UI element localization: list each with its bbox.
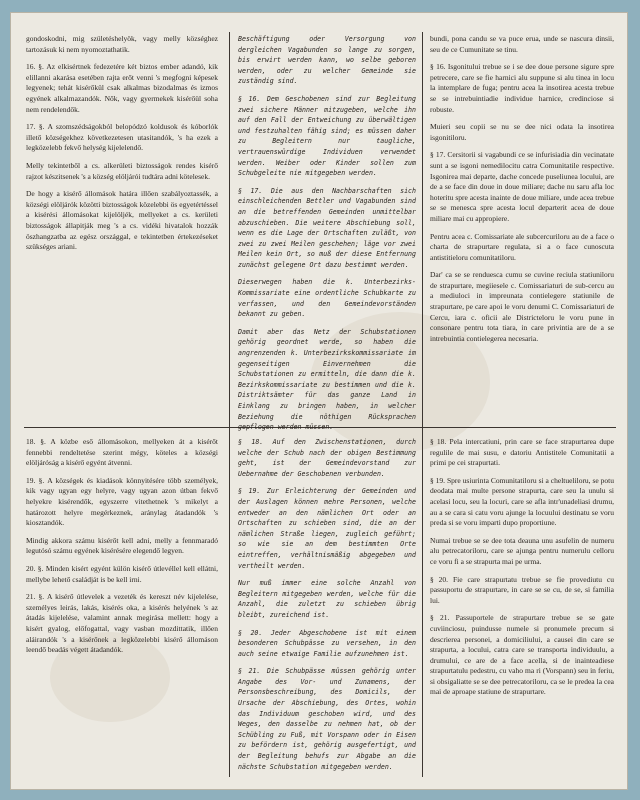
paragraph: De hogy a kisérő állomások határa illően szabályoztassék, a községi elöljárók közötti biztosságok közelebbi ös egyetértéssel a kisérési állomásokat kijelöljék, mellyeket a cs. kerületi biztosságok állapitják meg 's a cs. vidéki hivatalok hozzák öszhangzatba az egész országgal, e tekintetben értekezéseket szükséges ariani. — [26, 189, 218, 252]
paragraph: 18. §. A közbe eső állomásokon, mellyeken át a kisérőt fennebbi rendeltetése szerint mégy, köteles a községi elöljáróság a kisérő egyént átvenni. — [26, 437, 218, 468]
column-divider — [229, 32, 230, 777]
paragraph: 21. §. A kisérő útlevelek a vezeték és kereszt név kijelelése, személyes leirás, lakás, kisérés oka, a kisérés helyének 's az átadás kijelelése, valamint annak megirása mellett: hogy a kisért gyalog, előfogattal, vagy vasban mozdittatik, illően aláirandók 's a kisérőnek a legközelebbi kisérő állomáson leendő beadás végett átadandók. — [26, 592, 218, 655]
paragraph: § 21. Die Schubpässe müssen gehörig unter Angabe des Vor- und Zunamens, der Personsbeschreibung, des Domicils, der Ursache der Abschiebung, des Ortes, wohin das Individuum geschoben wird, und des Weges, den dasselbe zu nehmen hat, ob der Schübling zu Fuß, mit Vorspann oder in Eisen zu befördern ist, gehörig ausgefertigt, und der Begleitung behufs zur Abgabe an die nächste Schubstation mitgegeben werden. — [238, 667, 416, 771]
column-divider — [422, 32, 423, 777]
paragraph: § 18. Auf den Zwischenstationen, durch welche der Schub nach der obigen Bestimmung geht, ist der Gemeindevorstand zur Uebernahme der Geschobenen verbunden. — [238, 438, 416, 478]
paragraph: § 21. Passuportele de strapurtare trebue se se gate cuviinciosu, puindusse numele si pronumele precum si descrierea personei, a domiciliului, a causei din care se strapurta, a locului, catra care se transporta individuulu, a drumului, ce are de a face acella, si de inainteadiese strapurtatulu pedestru, cu vaho ma ri (Vorspann) seu in feriu, si obsigaliatte se se dee petrecatoriloru, ca se le predea la cea mai de aproape statiune de strapurtare. — [430, 613, 614, 697]
paragraph: 17. §. A szomszédságokból belopódzó koldusok és kóborlók illető községekhez következetesen utasitandók, 's ha ezek a legközelebb fekvő helység kijelelendő. — [26, 122, 218, 153]
paragraph: § 20. Fie care strapurtatu trebue se fie provediutu cu passuportu de strapurtare, in care se se cu, de se, si familia lui. — [430, 574, 614, 605]
paragraph: § 17. Die aus den Nachbarschaften sich einschleichenden Bettler und Vagabunden sind an die betreffenden Gemeinden unmittelbar abzuschieben. Die weitere Abschiebung soll, wenn es die Lage der Ortschaften zuläßt, von zwei zu zwei Meilen geschehen; läge vor zwei Meilen kein Ort, so muß der diese Entfernung zunächst gelegene Ort dazu bestimmt werden. — [238, 186, 416, 269]
hungarian-column-top — [26, 34, 218, 260]
paragraph: § 18. Pela intercatiuni, prin care se face strapurtarea dupe regulile de mai susu, e datoriu Antistitele Comunitatii a primi pe cei strapurtati. — [430, 437, 614, 468]
romanian-column-bottom — [430, 437, 614, 705]
paragraph: Muieri seu copii se nu se dee nici odata la insotirea isgonitiloru. — [430, 122, 614, 142]
paragraph: § 19. Spre usiurinta Comunitatiloru si a cheltueliloru, se potu deodata mai multe persone strapurta, care seu la unulu si acelasi locu, seu la locuri, care se afla intr'unadeliasi drumu, au a se cara si catu voru ajunge la locuului destinatu se voru preda si se voru imparti dupo proportiune. — [430, 475, 614, 528]
paragraph: Beschäftigung oder Versorgung von dergleichen Vagabunden so lange zu sorgen, bis erwirt werden kann, wo selbe geboren werden, oder zu welcher Gemeinde sie zuständig sind. — [238, 35, 416, 86]
paragraph: Mindig akkora számu kisérőt kell adni, melly a fennmaradó legutósó számu egyének kisérésére elegendő legyen. — [26, 535, 218, 556]
paragraph: Melly tekintetből a cs. alkerületi biztosságok rendes kisérő rajzot készitsenek 's a község elöljárói tudtára adni kötelesek. — [26, 160, 218, 181]
paragraph: Dieserwegen haben die k. Unterbezirks-Kommissariate eine ordentliche Schubkarte zu verfassen, und den Gemeindevorständen bekannt zu geben. — [238, 278, 416, 319]
romanian-column-top — [430, 34, 614, 351]
paragraph: 19. §. A községek és kiadások könnyitésére több személyek, kik vagy ugyan egy helyre, vagy ugyan azon útban fekvő helyekre kisérendők, egyszerre vitethetnek 's mikelyt a határozott helyre megérkeznek, aránylag átadandók 's kiosztandók. — [26, 475, 218, 528]
paragraph: bundi, pona candu se va puce erua, unde se nascura dinsii, seu de ce Cumunitate se tinu. — [430, 34, 614, 54]
paragraph: § 19. Zur Erleichterung der Gemeinden und der Auslagen können mehre Personen, welche entweder an den nämlichen Ort oder an Ortschaften zu schieben sind, die an der nämlichen Straße liegen, zugleich geführt; so wie sie an dem bestimmten Orte eintreffen, verhältnismäßig abgegeben und vertheilt werden. — [238, 487, 416, 570]
document-page — [10, 12, 628, 790]
paragraph: § 20. Jeder Abgeschobene ist mit einem besonderen Schubpässe zu versehen, in den auch seine etwaige Familie aufzunehmen ist. — [238, 628, 416, 658]
german-column-bottom — [238, 437, 416, 779]
german-column-top — [238, 34, 416, 440]
paragraph: gondoskodni, mig születéshelyök, vagy melly községhez tartozásuk ki nem nyomoztathatik. — [26, 34, 218, 54]
hungarian-column-bottom — [26, 437, 218, 663]
paragraph: Dar' ca se se renduesca cumu se cuvine reciula statiuniloru de strapurtare, megiiesele c. Comissariaturi de sub-cercu au a mediuloci in impreunata contielegere statiunile de strapurtare, pe care apoi le voru denumi C. Comissariaturi de Cercu, iara c. oficii ale Districteloru le voru pune in consonare pentru tota tiara, in care privintia are de a se intrebuintia contielegerea necesaria. — [430, 270, 614, 343]
paragraph: 20. §. Minden kisért egyént külön kisérő útlevéllel kell ellátni, mellybe lehető családját is be kell irni. — [26, 563, 218, 584]
paragraph: Pentru acea c. Comissariate ale subcercuriloru au de a face o charta de strapurtare regulata, si a o face cunoscuta antistitieloru comunitatiloru. — [430, 231, 614, 262]
paragraph: § 16. Dem Geschobenen sind zur Begleitung zwei sichere Männer mitzugeben, welche ihn auf den Fall der Entweichung zu überwältigen und festzuhalten fähig sind; es müssen daher zu Begleitern nur taugliche, vertrauenswürdige Individuen verwendet werden. Weiber oder Kinder sollen zum Schubgeleite nie mitgegeben werden. — [238, 94, 416, 178]
paragraph: § 16. Isgonitului trebue se i se dee doue persone sigure spre petrecere, care se fie harnici alu suppune si alu tinea in locu la intemplare de fuga; pentru acea la insotirea acesta trebue se se intrebuintiadie individue harnice, credinciose si robuste. — [430, 62, 614, 114]
paragraph: Numai trebue se se dee tota deauna unu asufelin de numeru alu petrecatoriloru, care se ajunga pentru numerulu celloru ce voru fi a se strapurta mai pe urma. — [430, 535, 614, 566]
paragraph: Damit aber das Netz der Schubstationen gehörig geordnet werde, so haben die angrenzenden k. Unterbezirkskommissariate im gegenseitigen Einvernehmen die Schubstationen zu ermitteln, die dann die k. Bezirkskommissariate zu bestimmen und die k. Distriktsämter für das ganze Land in Einklang zu bringen haben, in welcher Beziehung die nöthigen Rücksprachen gepflogen werden müssen. — [238, 327, 416, 432]
paragraph: Nur muß immer eine solche Anzahl von Begleitern mitgegeben werden, welche für die Anzahl, die zuletzt zu schieben übrig bleibt, zureichend ist. — [238, 579, 416, 619]
paragraph: 16. §. Az elkisértnek fedezetére két biztos ember adandó, kik elillanni akarása esetében rajta erőt venni 's megfogni képesek legyenek; tehát kisérőkül csak alkalmas bizodalmas és izmos egyének alkalmazandók. Nők, vagy gyermekek kisérőül soha nem rendelendők. — [26, 62, 218, 114]
paragraph: § 17. Cersitorii si vagabundi ce se infurisiadia din vecinatate sunt a se isgoni nemedilocitu catra Comunitatile respective. Isgonirea mai departe, dache concede puseliunea locului, are de a se face din doue in doue miliare; dache nu saru afla loc hoteritu spre acesta inainte de doue miliare, unde acea trebue se se menesca spre acesta locul departerit acea de doue miliare mai cu appropiere. — [430, 150, 614, 223]
